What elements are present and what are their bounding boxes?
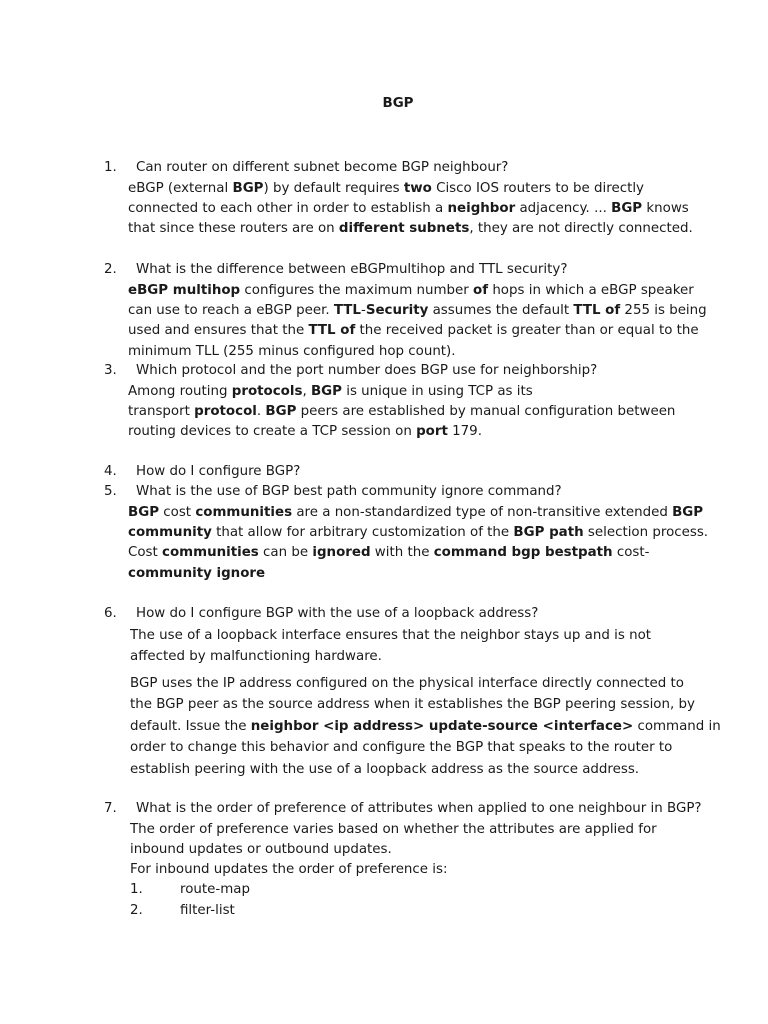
question-5 <box>0 482 708 584</box>
text-line <box>128 219 708 239</box>
text-line <box>128 503 708 523</box>
text-line <box>128 523 708 543</box>
question-text: How do I configure BGP with the use of a loopback address? <box>136 606 539 621</box>
text-run: hops in which a eBGP speaker <box>488 282 694 298</box>
question-6 <box>0 604 721 781</box>
text-run: knows <box>642 200 689 216</box>
text-line <box>130 716 721 738</box>
text-run: The use of a loopback interface ensures that the neighbor stays up and is not <box>130 627 652 643</box>
bold-text: community <box>128 524 212 540</box>
bold-text: different subnets <box>338 221 470 237</box>
question-number: 5. <box>104 484 117 499</box>
text-line <box>128 342 708 362</box>
document-title: BGP <box>382 96 414 111</box>
question-1 <box>0 158 708 240</box>
text-line <box>128 301 708 321</box>
bold-text: BGP <box>128 504 160 520</box>
text-line <box>128 281 708 301</box>
text-line <box>128 422 708 442</box>
question-text: What is the use of BGP best path community ignore command? <box>136 484 562 499</box>
bold-text: two <box>403 180 432 196</box>
text-run: minimum TLL (255 minus configured hop count). <box>128 343 456 359</box>
bold-text: ignored <box>312 545 371 561</box>
text-run: can be <box>258 545 313 561</box>
text-run: Among routing <box>128 383 232 399</box>
bold-text: BGP <box>265 403 297 419</box>
answer-text <box>0 382 708 443</box>
text-run: selection process. <box>583 524 709 540</box>
text-run: the BGP peer as the source address when it establishes the BGP peering session, by <box>130 697 695 713</box>
text-run: establish peering with the use of a loopback address as the source address. <box>130 762 640 778</box>
text-run: , <box>302 383 311 399</box>
text-line <box>128 543 708 563</box>
text-run: assumes the default <box>428 302 574 318</box>
bold-text: protocol <box>194 403 257 419</box>
text-line <box>130 860 710 880</box>
text-run: default. Issue the <box>130 718 251 734</box>
answer-text <box>0 820 710 881</box>
bold-text: community ignore <box>128 565 266 581</box>
text-line <box>130 673 710 695</box>
list-item: 1. route-map <box>130 882 250 898</box>
text-run: are a non-standardized type of non-transitive extended <box>292 504 673 520</box>
text-run: cost- <box>612 545 650 561</box>
text-run: transport <box>128 403 195 419</box>
bold-text: BGP <box>672 504 704 520</box>
text-run: that since these routers are on <box>128 221 339 237</box>
text-line <box>128 402 708 422</box>
text-run: BGP uses the IP address configured on the physical interface directly connected to <box>130 675 684 691</box>
text-line <box>130 820 710 840</box>
text-run: The order of preference varies based on whether the attributes are applied for <box>130 821 657 837</box>
bold-text: TTL <box>333 302 361 318</box>
bold-text: communities <box>162 545 259 561</box>
text-line <box>128 199 708 219</box>
bold-text: BGP <box>232 180 264 196</box>
text-line <box>130 625 710 647</box>
text-run: , they are not directly connected. <box>469 221 693 237</box>
bold-text: eBGP multihop <box>128 282 241 298</box>
text-line <box>130 840 710 860</box>
text-line <box>130 759 710 781</box>
bold-text: BGP path <box>513 524 584 540</box>
text-run: affected by malfunctioning hardware. <box>130 649 382 665</box>
answer-text <box>0 503 708 585</box>
text-run: used and ensures that the <box>128 323 309 339</box>
text-line <box>130 737 710 759</box>
text-run: can use to reach a eBGP peer. <box>128 302 334 318</box>
question-2 <box>0 260 708 362</box>
bold-text: command bgp bestpath <box>433 545 613 561</box>
text-run: order to change this behavior and configure the BGP that speaks to the router to <box>130 740 673 756</box>
text-run: peers are established by manual configuration between <box>296 403 676 419</box>
bold-text: port <box>416 424 448 440</box>
text-run: - <box>360 302 366 318</box>
answer-paragraph-2 <box>0 673 721 781</box>
text-run: cost <box>159 504 196 520</box>
bold-text: communities <box>195 504 293 520</box>
text-run: adjacency. ... <box>515 200 612 216</box>
answer-text <box>0 179 708 240</box>
answer-paragraph-1 <box>0 625 710 668</box>
list-item: 2. filter-list <box>130 902 235 918</box>
question-number: 2. <box>104 262 117 277</box>
text-run: ) by default requires <box>263 180 404 196</box>
bold-text: BGP <box>310 383 342 399</box>
text-line <box>128 321 708 341</box>
question-text: What is the difference between eBGPmultihop and TTL security? <box>136 262 568 277</box>
text-line <box>128 382 708 402</box>
question-number: 1. <box>104 160 117 175</box>
text-run: is unique in using TCP as its <box>341 383 533 399</box>
question-text: How do I configure BGP? <box>136 464 301 479</box>
question-text: Can router on different subnet become BGP neighbour? <box>136 160 509 175</box>
text-line <box>130 646 710 668</box>
bold-text: neighbor <ip address> update-source <interface> <box>250 718 634 734</box>
bold-text: neighbor <box>447 200 516 216</box>
text-run: that allow for arbitrary customization of the <box>211 524 514 540</box>
text-run: connected to each other in order to establish a <box>128 200 448 216</box>
question-number: 3. <box>104 363 117 378</box>
bold-text: BGP <box>611 200 643 216</box>
text-run: 255 is being <box>620 302 707 318</box>
text-run: Cost <box>128 545 163 561</box>
text-line <box>130 694 710 716</box>
text-run: 179. <box>447 424 482 440</box>
text-run: eBGP (external <box>128 180 233 196</box>
question-text: Which protocol and the port number does BGP use for neighborship? <box>136 363 598 378</box>
answer-text <box>0 281 708 363</box>
text-line <box>128 564 708 584</box>
text-run: the received packet is greater than or equal to the <box>355 323 699 339</box>
text-run: routing devices to create a TCP session on <box>128 424 417 440</box>
question-number: 4. <box>104 464 117 479</box>
bold-text: Security <box>365 302 429 318</box>
text-run: with the <box>370 545 434 561</box>
text-line <box>128 179 708 199</box>
text-run: configures the maximum number <box>240 282 474 298</box>
text-run: For inbound updates the order of preference is: <box>130 861 448 877</box>
question-number: 6. <box>104 606 117 621</box>
bold-text: TTL of <box>573 302 621 318</box>
bold-text: of <box>473 282 489 298</box>
question-3 <box>0 361 708 443</box>
question-7 <box>0 799 710 921</box>
question-number: 7. <box>104 801 117 816</box>
text-run: command in <box>633 718 721 734</box>
question-text: What is the order of preference of attributes when applied to one neighbour in BGP? <box>136 801 702 816</box>
text-run: inbound updates or outbound updates. <box>130 841 392 857</box>
text-run: . <box>256 403 266 419</box>
text-run: Cisco IOS routers to be directly <box>431 180 644 196</box>
bold-text: protocols <box>231 383 303 399</box>
bold-text: TTL of <box>308 323 356 339</box>
